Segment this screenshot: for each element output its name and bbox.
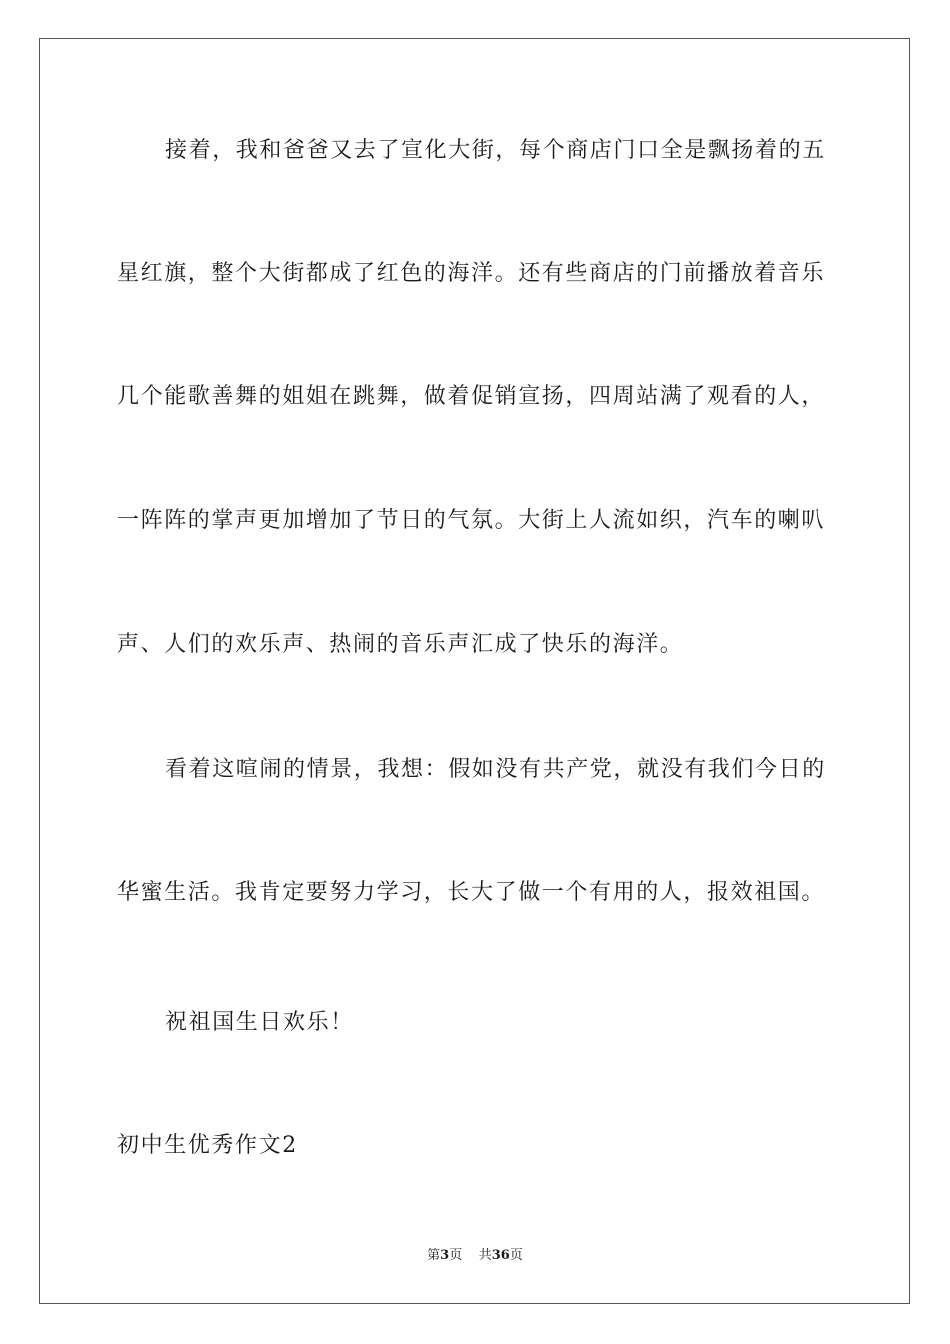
section-heading: 初中生优秀作文2 — [117, 1133, 298, 1158]
footer-page-suffix: 页 — [449, 1248, 463, 1263]
page-border — [39, 38, 910, 1304]
paragraph-line-5: 声、人们的欢乐声、热闹的音乐声汇成了快乐的海洋。 — [117, 632, 684, 657]
footer-total-prefix: 共 — [478, 1248, 492, 1263]
paragraph-line-7: 华蜜生活。我肯定要努力学习，长大了做一个有用的人，报效祖国。 — [117, 880, 826, 905]
paragraph-line-2: 星红旗，整个大街都成了红色的海洋。还有些商店的门前播放着音乐 — [117, 261, 826, 286]
page-footer — [0, 1247, 950, 1265]
footer-total-pages: 36 — [491, 1248, 510, 1263]
paragraph-line-4: 一阵阵的掌声更加增加了节日的气氛。大街上人流如织，汽车的喇叭 — [117, 508, 826, 533]
paragraph-line-8: 祝祖国生日欢乐！ — [165, 1010, 354, 1035]
paragraph-line-3: 几个能歌善舞的姐姐在跳舞，做着促销宣扬，四周站满了观看的人， — [117, 384, 826, 409]
paragraph-line-6: 看着这喧闹的情景，我想：假如没有共产党，就没有我们今日的 — [165, 757, 826, 782]
footer-page-prefix: 第 — [427, 1248, 441, 1263]
footer-total-suffix: 页 — [509, 1248, 523, 1263]
footer-page-number: 3 — [440, 1248, 450, 1263]
paragraph-line-1: 接着，我和爸爸又去了宣化大街，每个商店门口全是飘扬着的五 — [165, 138, 826, 163]
